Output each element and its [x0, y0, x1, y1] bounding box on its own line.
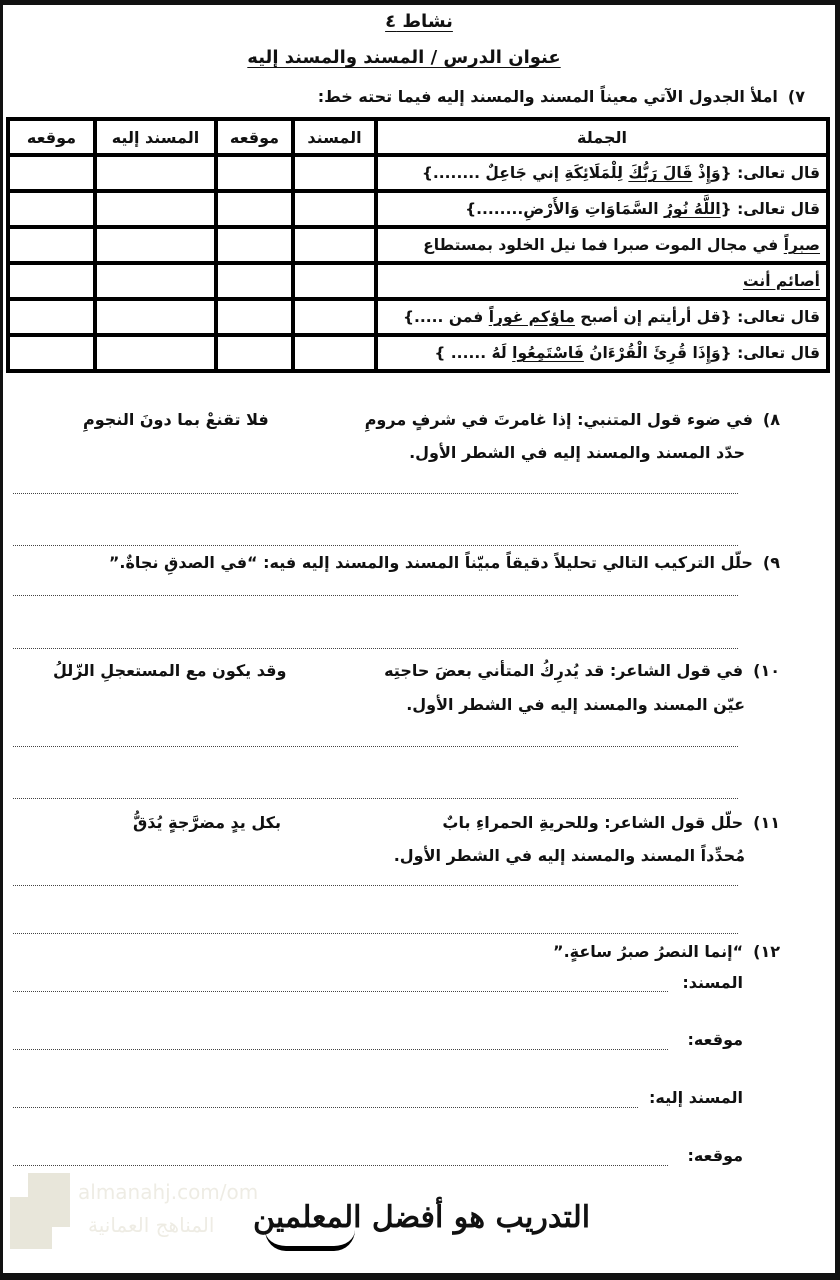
column-header-sentence: الجملة: [376, 119, 828, 155]
musnad-answer-cell[interactable]: [293, 191, 376, 227]
verse-first-half: في قول الشاعر: قد يُدرِكُ المتأني بعضَ حاجتِه: [384, 661, 744, 680]
verse-second-half: بكل يدٍ مضرَّجةٍ يُدَقُّ: [133, 813, 281, 832]
musnad-ilayh-position-answer-cell[interactable]: [8, 155, 95, 191]
sentence-cell: [376, 299, 828, 335]
answer-line[interactable]: [13, 545, 738, 546]
musnad-answer-cell[interactable]: [293, 227, 376, 263]
musnad-position-answer-cell[interactable]: [216, 155, 293, 191]
worksheet-page: [3, 5, 835, 1273]
musnad-position-answer-cell[interactable]: [216, 335, 293, 371]
sentence-suffix: السَّمَاوَاتِ وَالأَرْضِ........}: [465, 200, 664, 218]
musnad-ilayh-answer-cell[interactable]: [95, 299, 216, 335]
answer-line-musnad[interactable]: [13, 991, 668, 992]
activity-title: نشاط ٤: [385, 11, 453, 32]
underlined-phrase: اللَّهُ نُورُ: [663, 200, 721, 218]
column-header-musnad-ilayh: المسند إليه: [95, 119, 216, 155]
answer-line[interactable]: [13, 493, 738, 494]
table-row: [8, 335, 828, 371]
question-11-line2: مُحدِّداً المسند والمسند إليه في الشطر الأول.: [393, 846, 745, 865]
question-text: “إنما النصرُ صبرُ ساعةٍ.”: [553, 942, 744, 961]
sentence-cell: [376, 227, 828, 263]
sentence-prefix: قال تعالى: {قل أرأيتم إن أصبح: [574, 308, 820, 326]
question-8-line1: [365, 410, 780, 429]
sentence-prefix: قال تعالى: {: [720, 200, 820, 218]
answer-line[interactable]: [13, 798, 738, 799]
question-10-line2: عيّن المسند والمسند إليه في الشطر الأول.: [406, 695, 745, 714]
underlined-phrase: ماؤكم غوراً: [488, 308, 575, 326]
field-label-musnad-ilayh: المسند إليه:: [649, 1088, 743, 1107]
sentence-suffix: فمن .....}: [402, 308, 489, 326]
answer-line-musnad-position[interactable]: [13, 1049, 668, 1050]
question-text: حلّل التركيب التالي تحليلاً دقيقاً مبيّناً المسند والمسند إليه فيه: “في الصدقِ نجاةٌ.”: [108, 553, 753, 572]
musnad-ilayh-position-answer-cell[interactable]: [8, 227, 95, 263]
question-prompt: املأ الجدول الآتي معيناً المسند والمسند إليه فيما تحته خط:: [317, 87, 778, 106]
musnad-ilayh-position-answer-cell[interactable]: [8, 299, 95, 335]
question-number: ١٠): [753, 661, 780, 680]
answer-line[interactable]: [13, 595, 738, 596]
musnad-answer-cell[interactable]: [293, 335, 376, 371]
underlined-phrase: قَالَ رَبُّكَ: [628, 164, 693, 182]
musnad-ilayh-position-answer-cell[interactable]: [8, 191, 95, 227]
musnad-position-answer-cell[interactable]: [216, 299, 293, 335]
underlined-phrase: أصائم أنت: [742, 272, 820, 290]
musnad-position-answer-cell[interactable]: [216, 227, 293, 263]
lesson-title: عنوان الدرس / المسند والمسند إليه: [247, 47, 561, 68]
sentence-cell: [376, 263, 828, 299]
question-12: [553, 942, 780, 961]
answer-table: [6, 117, 830, 373]
table-header-row: [8, 119, 828, 155]
answer-line-musnad-ilayh-position[interactable]: [13, 1165, 668, 1166]
answer-line[interactable]: [13, 933, 738, 934]
field-label-musnad-ilayh-position: موقعه:: [687, 1146, 743, 1165]
question-8-line2: حدّد المسند والمسند إليه في الشطر الأول.: [409, 443, 745, 462]
musnad-answer-cell[interactable]: [293, 299, 376, 335]
sentence-suffix: لِلْمَلَائِكَةِ إني جَاعِلٌ ........}: [421, 164, 629, 182]
table-row: [8, 227, 828, 263]
musnad-position-answer-cell[interactable]: [216, 191, 293, 227]
musnad-ilayh-answer-cell[interactable]: [95, 335, 216, 371]
verse-second-half: فلا تقنعْ بما دونَ النجومِ: [83, 410, 269, 429]
underlined-phrase: فَاسْتَمِعُوا: [512, 344, 584, 362]
motto-flourish: [265, 1230, 355, 1251]
question-number: ٨): [762, 410, 780, 429]
verse-first-half: حلّل قول الشاعر: وللحريةِ الحمراءِ بابٌ: [442, 813, 744, 832]
underlined-phrase: صبراً: [783, 236, 820, 254]
table-row: [8, 155, 828, 191]
answer-line[interactable]: [13, 648, 738, 649]
musnad-ilayh-answer-cell[interactable]: [95, 227, 216, 263]
verse-first-half: في ضوء قول المتنبي: إذا غامرتَ في شرفٍ مرومِ: [364, 410, 753, 429]
sentence-suffix: في مجال الموت صبرا فما نيل الخلود بمستطاع: [423, 236, 784, 254]
column-header-musnad-position: موقعه: [216, 119, 293, 155]
musnad-ilayh-position-answer-cell[interactable]: [8, 335, 95, 371]
question-number: ١١): [753, 813, 780, 832]
answer-line-musnad-ilayh[interactable]: [13, 1107, 638, 1108]
musnad-answer-cell[interactable]: [293, 263, 376, 299]
field-label-musnad-position: موقعه:: [687, 1030, 743, 1049]
footer-motto: التدريب هو أفضل المعلمين: [253, 1200, 591, 1235]
question-number: ٧): [787, 87, 805, 106]
musnad-ilayh-answer-cell[interactable]: [95, 263, 216, 299]
musnad-ilayh-answer-cell[interactable]: [95, 191, 216, 227]
answer-line[interactable]: [13, 746, 738, 747]
table-row: [8, 191, 828, 227]
musnad-ilayh-position-answer-cell[interactable]: [8, 263, 95, 299]
question-number: ١٢): [753, 942, 780, 961]
question-11-line1: [442, 813, 780, 832]
column-header-musnad: المسند: [293, 119, 376, 155]
musnad-answer-cell[interactable]: [293, 155, 376, 191]
column-header-musnad-ilayh-position: موقعه: [8, 119, 95, 155]
question-number: ٩): [762, 553, 780, 572]
sentence-cell: [376, 335, 828, 371]
question-10-line1: [384, 661, 780, 680]
musnad-position-answer-cell[interactable]: [216, 263, 293, 299]
sentence-cell: [376, 191, 828, 227]
question-7: [318, 87, 805, 106]
table-row: [8, 263, 828, 299]
answer-line[interactable]: [13, 885, 738, 886]
field-label-musnad: المسند:: [682, 973, 743, 992]
sentence-cell: [376, 155, 828, 191]
watermark-name: المناهج العمانية: [88, 1213, 215, 1237]
sentence-prefix: قال تعالى: {وَإِذَا قُرِئَ الْقُرْءَانُ: [583, 344, 820, 362]
watermark-url: almanahj.com/om: [78, 1180, 259, 1204]
verse-second-half: وقد يكون مع المستعجلِ الزّللُ: [53, 661, 287, 680]
sentence-suffix: لَهُ ...... }: [434, 344, 513, 362]
question-9: [109, 553, 780, 572]
sentence-prefix: قال تعالى: {وَإِذْ: [692, 164, 820, 182]
table-row: [8, 299, 828, 335]
musnad-ilayh-answer-cell[interactable]: [95, 155, 216, 191]
